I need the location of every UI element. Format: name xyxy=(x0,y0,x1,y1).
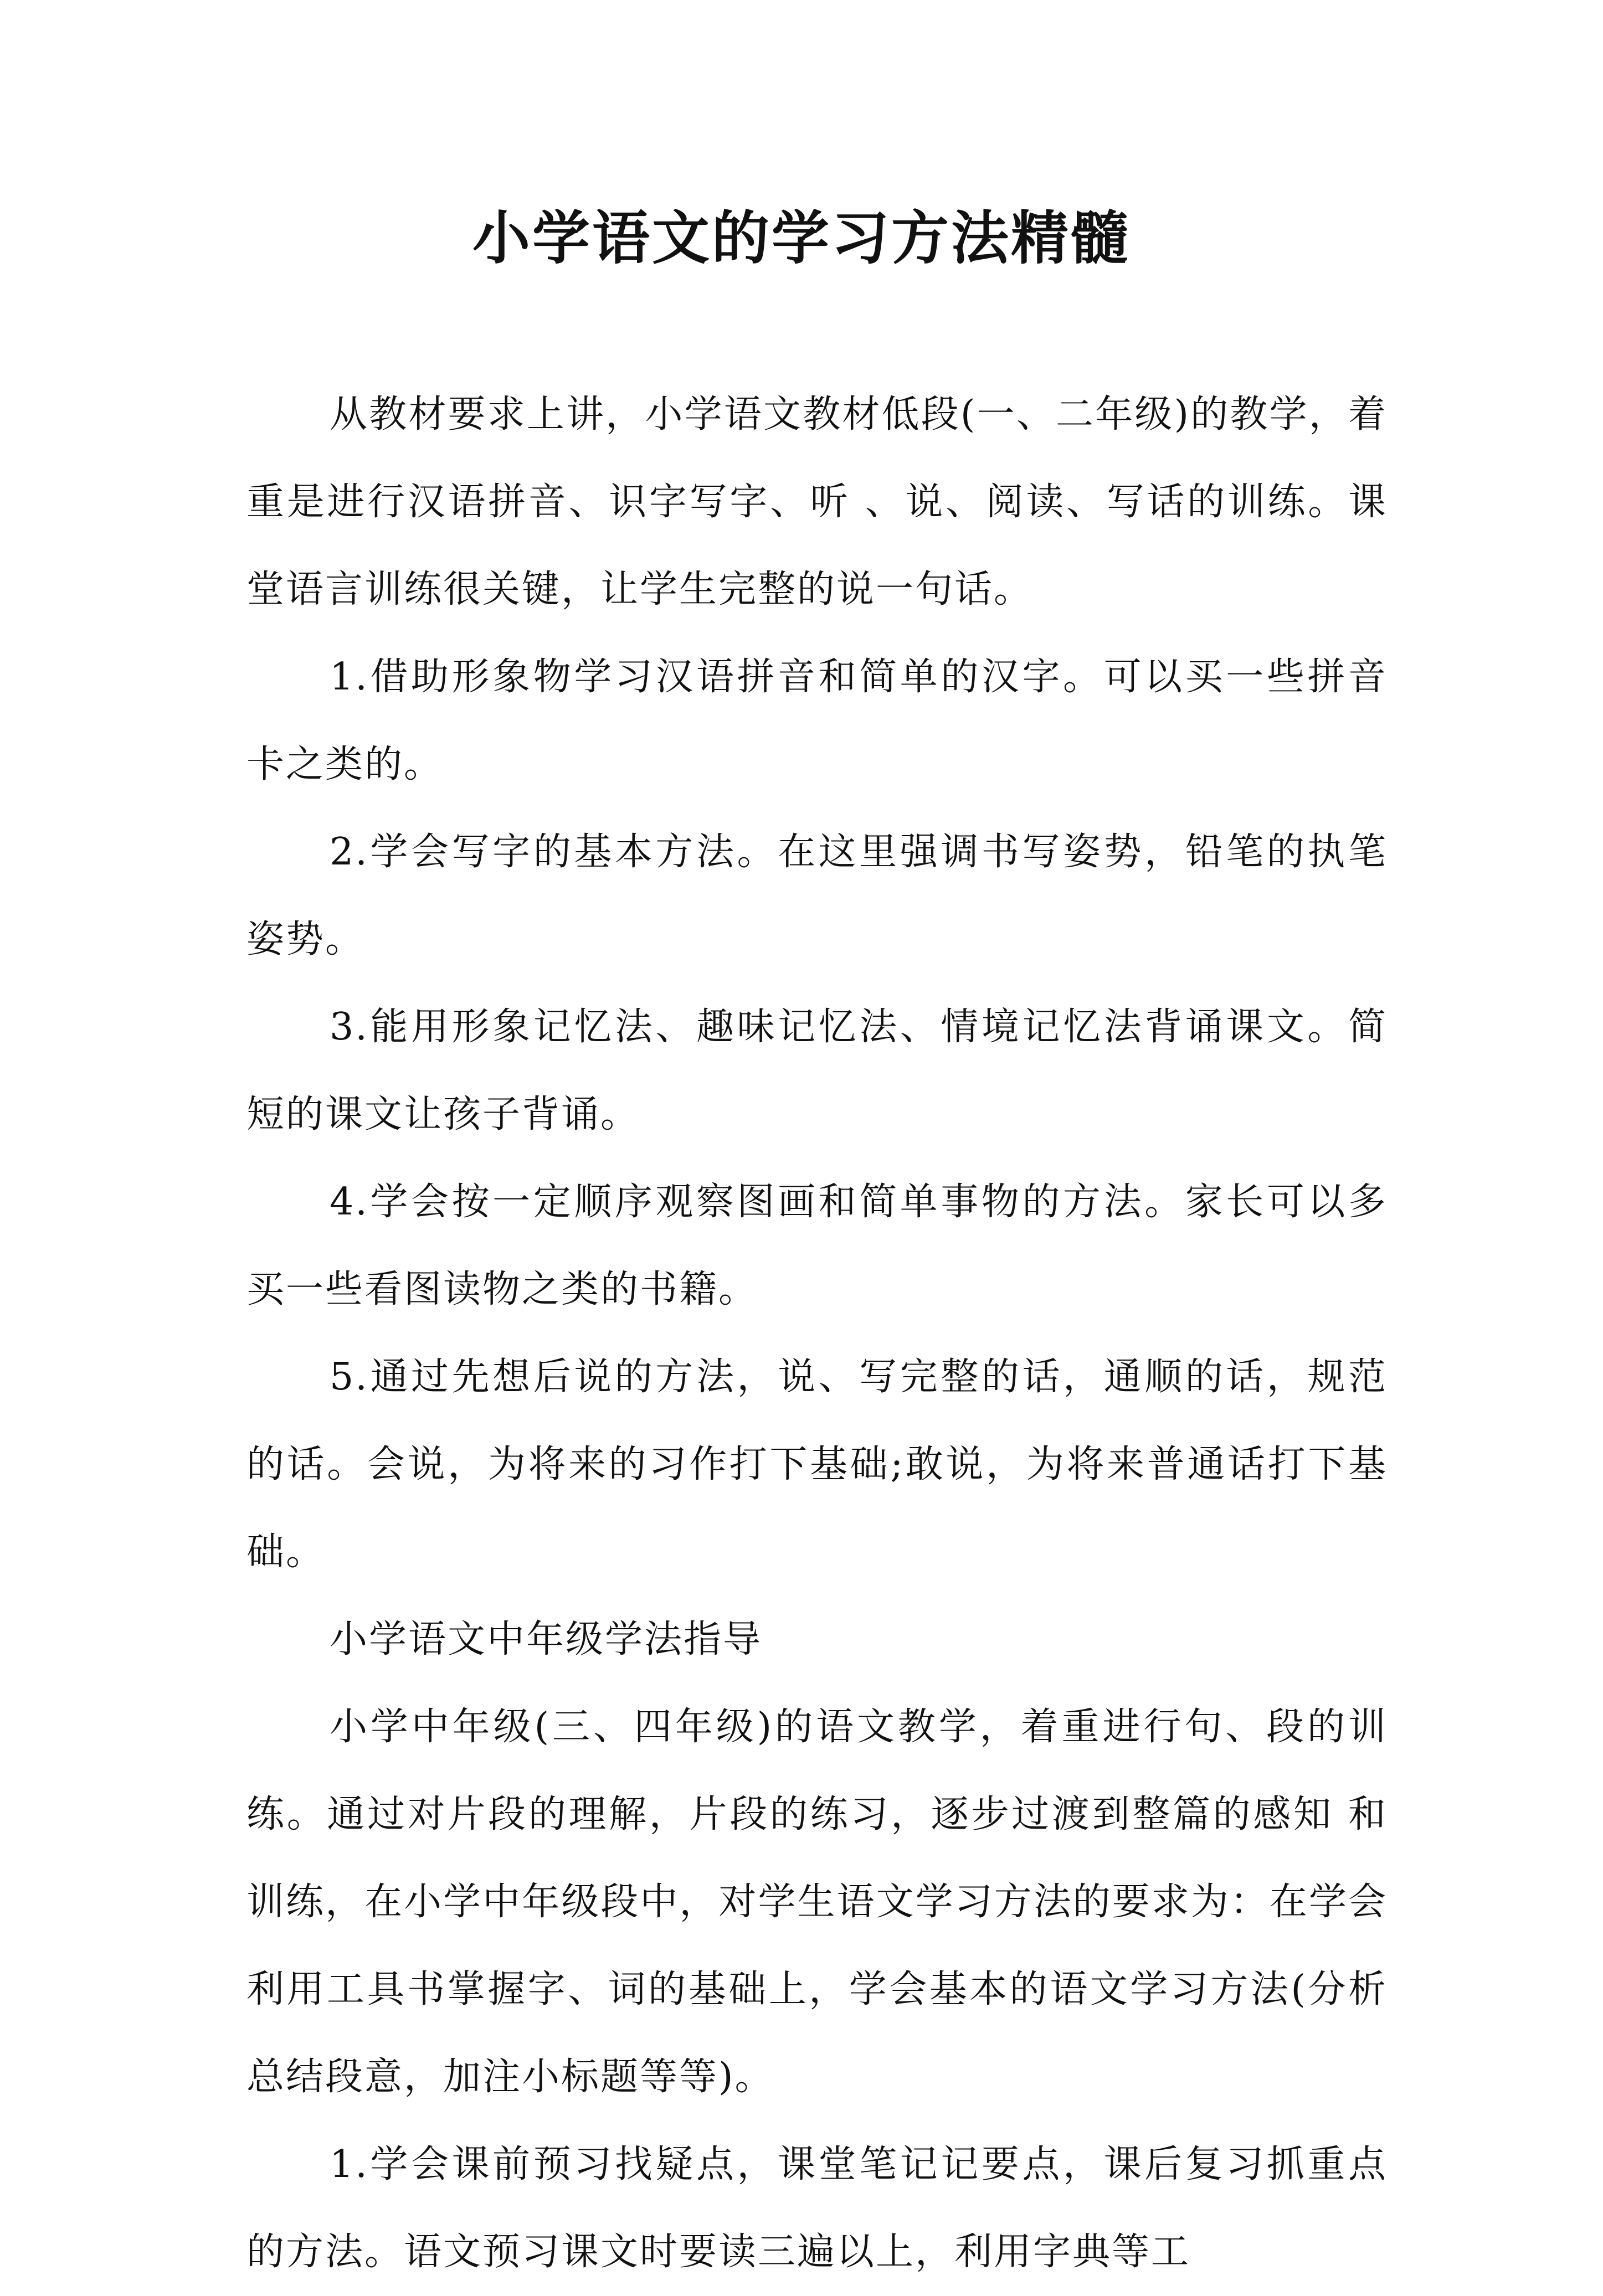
section-heading: 小学语文中年级学法指导 xyxy=(330,1618,763,1661)
paragraph: 1.借助形象物学习汉语拼音和简单的汉字。可以买一些拼音卡之类的。 xyxy=(246,655,1388,786)
paragraph: 2.学会写字的基本方法。在这里强调书写姿势，铅笔的执笔姿势。 xyxy=(246,830,1388,961)
document-title: 小学语文的学习方法精髓 xyxy=(472,204,1131,272)
paragraph: 小学中年级(三、四年级)的语文教学，着重进行句、段的训练。通过对片段的理解，片段的练习，逐步过渡到整篇的感知 和训练，在小学中年级段中，对学生语文学习方法的要求为：在学会利用工具书掌握字、词的基础上，学会基本的语文学习方法(分析总结段意，加注小标题等等)。 xyxy=(246,1705,1388,2099)
paragraph: 从教材要求上讲，小学语文教材低段(一、二年级)的教学，着重是进行汉语拼音、识字写字、听 、说、阅读、写话的训练。课堂语言训练很关键，让学生完整的说一句话。 xyxy=(246,393,1388,611)
paragraph: 5.通过先想后说的方法，说、写完整的话，通顺的话，规范的话。会说，为将来的习作打下基础;敢说，为将来普通话打下基础。 xyxy=(246,1355,1388,1574)
paragraph: 3.能用形象记忆法、趣味记忆法、情境记忆法背诵课文。简短的课文让孩子背诵。 xyxy=(246,1005,1388,1136)
document-body xyxy=(246,371,1388,2296)
paragraph: 4.学会按一定顺序观察图画和简单事物的方法。家长可以多买一些看图读物之类的书籍。 xyxy=(246,1180,1388,1311)
paragraph: 1.学会课前预习找疑点，课堂笔记记要点，课后复习抓重点的方法。语文预习课文时要读三遍以上，利用字典等工 xyxy=(246,2143,1388,2274)
